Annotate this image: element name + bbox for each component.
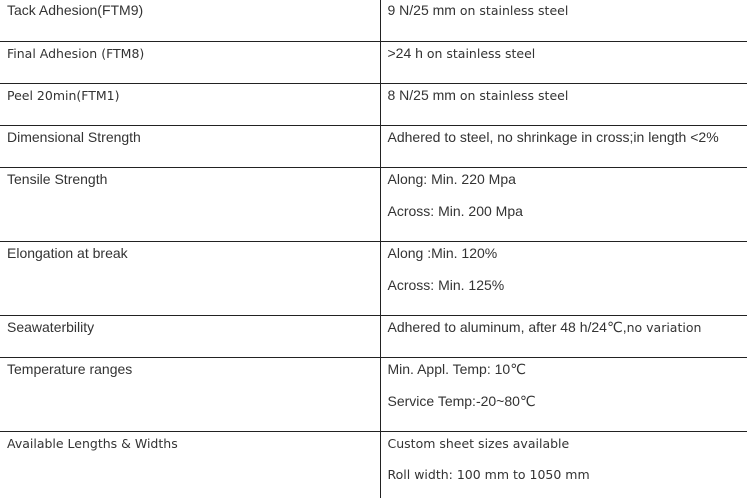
value-text: [381, 316, 747, 336]
property-label: Seawaterbility: [7, 318, 95, 335]
property-cell: [0, 241, 380, 315]
table-row: [0, 167, 747, 241]
table-row: [0, 241, 747, 315]
value-line: Across: Min. 200 Mpa: [387, 202, 523, 219]
table-row: [0, 41, 747, 83]
value-cell: [380, 431, 747, 498]
value-cell: [380, 41, 747, 83]
value-cell: [380, 241, 747, 315]
value-line: Along: Min. 220 Mpa: [387, 170, 516, 187]
value-main: 9 N/25 mm: [387, 2, 460, 18]
value-text: [381, 42, 747, 62]
value-line: Along :Min. 120%: [387, 244, 498, 261]
value-text: Adhered to steel, no shrinkage in cross;in length <2%: [387, 128, 719, 145]
value-line: Min. Appl. Temp: 10℃: [387, 360, 526, 377]
value-cell: [380, 83, 747, 125]
property-cell: [0, 431, 380, 498]
value-line: Service Temp:-20~80℃: [387, 392, 536, 409]
property-cell: [0, 41, 380, 83]
value-text: [381, 0, 747, 19]
value-line: Across: Min. 125%: [387, 276, 505, 293]
value-cell: [380, 357, 747, 431]
value-cell: [380, 0, 747, 41]
property-cell: [0, 315, 380, 357]
value-lines: [381, 242, 747, 293]
property-label: Available Lengths & Widths: [7, 435, 178, 451]
property-cell: [0, 125, 380, 167]
value-main: >24 h: [387, 44, 427, 61]
value-note: on stainless steel: [426, 45, 536, 61]
value-text: [381, 84, 747, 104]
table-row: [0, 431, 747, 498]
value-line: Roll width: 100 mm to 1050 mm: [387, 466, 590, 482]
value-note: on stainless steel: [459, 87, 569, 103]
value-lines: [381, 358, 747, 409]
value-line: Custom sheet sizes available: [387, 435, 570, 451]
value-main: 8 N/25 mm: [387, 86, 460, 103]
value-lines: [381, 432, 747, 482]
table-row: [0, 125, 747, 167]
value-note: no variation: [626, 319, 702, 335]
table-row: [0, 83, 747, 125]
table-row: [0, 357, 747, 431]
value-cell: [380, 315, 747, 357]
property-label: Dimensional Strength: [7, 128, 141, 145]
table-row: [0, 315, 747, 357]
property-label: Tensile Strength: [7, 170, 108, 187]
value-cell: [380, 125, 747, 167]
table-row: [0, 0, 747, 41]
value-main: Adhered to aluminum, after 48 h/24℃,: [387, 318, 627, 335]
value-lines: [381, 168, 747, 219]
property-cell: [0, 167, 380, 241]
property-label: Elongation at break: [7, 244, 128, 261]
property-label: Final Adhesion (FTM8): [7, 45, 145, 61]
property-cell: [0, 357, 380, 431]
property-label: Tack Adhesion(FTM9): [7, 2, 144, 18]
value-note: on stainless steel: [459, 3, 569, 18]
property-label: Temperature ranges: [7, 360, 133, 377]
property-cell: [0, 83, 380, 125]
value-cell: [380, 167, 747, 241]
property-label: Peel 20min(FTM1): [7, 87, 120, 103]
property-cell: [0, 0, 380, 41]
